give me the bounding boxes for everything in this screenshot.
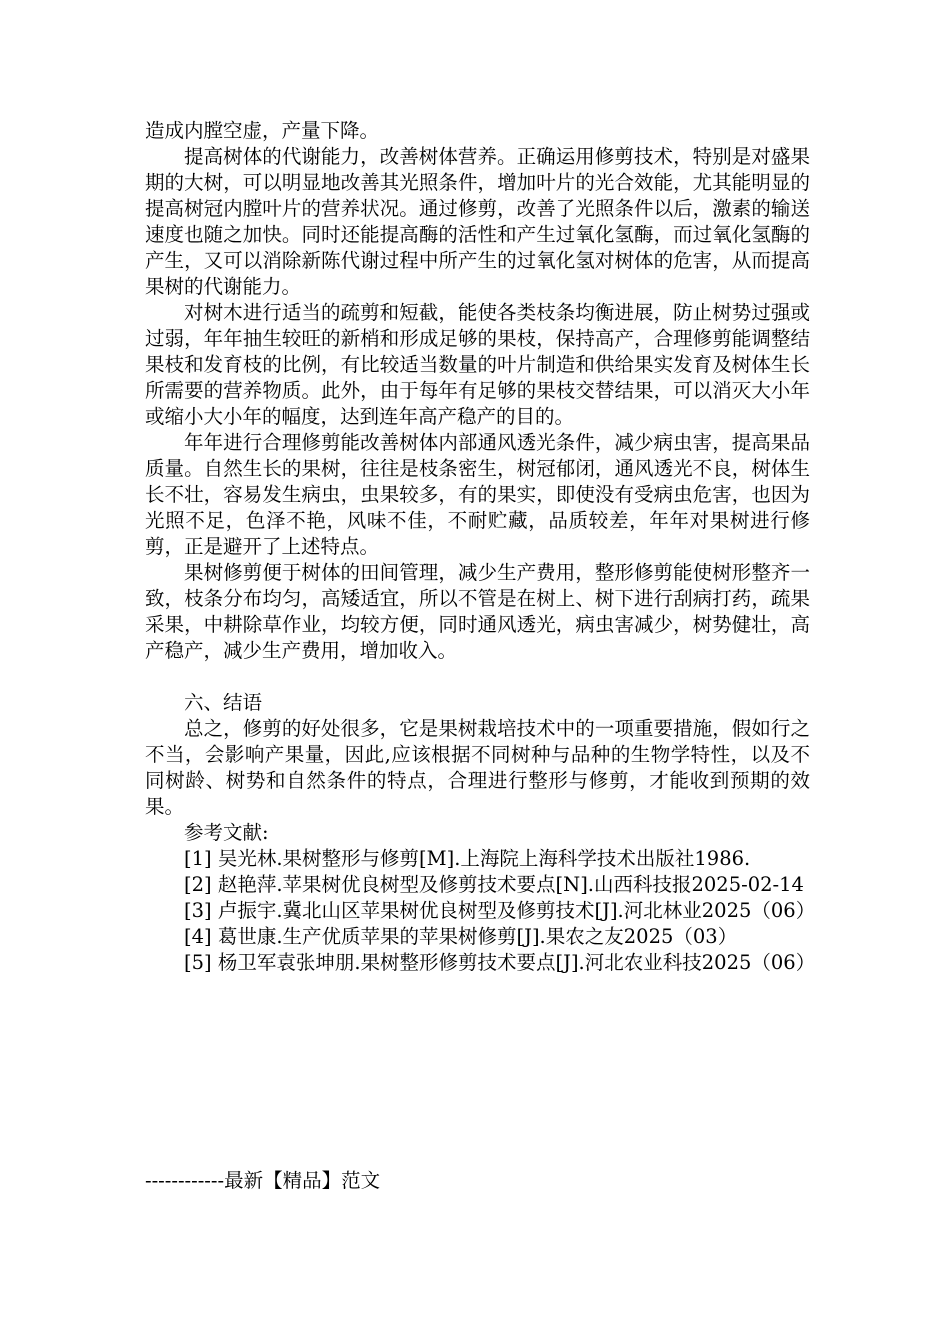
reference-item-4: [4] 葛世康.生产优质苹果的苹果树修剪[J].果农之友2025（03） bbox=[184, 925, 738, 948]
reference-item-2: [2] 赵艳萍.苹果树优良树型及修剪技术要点[N].山西科技报2025-02-14 bbox=[184, 873, 804, 896]
document-body bbox=[145, 118, 816, 976]
paragraph-management: 果树修剪便于树体的田间管理，减少生产费用，整形修剪能使树形整齐一致，枝条分布均匀，高矮适宜，所以不管是在树上、树下进行刮病打药，疏果采果，中耕除草作业，均较方便，同时通风透光，病虫害减少，树势健壮，高产稳产，减少生产费用，增加收入。 bbox=[145, 561, 810, 662]
paragraph-thinning: 对树木进行适当的疏剪和短截，能使各类枝条均衡进展，防止树势过强或过弱，年年抽生较旺的新梢和形成足够的果枝，保持高产，合理修剪能调整结果枝和发育枝的比例，有比较适当数量的叶片制造和供给果实发育及树体生长所需要的营养物质。此外，由于每年有足够的果枝交替结果，可以消灭大小年或缩小大小年的幅度，达到连年高产稳产的目的。 bbox=[145, 301, 810, 428]
references-title: 参考文献: bbox=[184, 821, 269, 844]
paragraph-metabolism: 提高树体的代谢能力，改善树体营养。正确运用修剪技术，特别是对盛果期的大树，可以明显地改善其光照条件，增加叶片的光合效能，尤其能明显的提高树冠内膛叶片的营养状况。通过修剪，改善了光照条件以后，激素的输送速度也随之加快。同时还能提高酶的活性和产生过氧化氢酶，而过氧化氢酶的产生，又可以消除新陈代谢过程中所产生的过氧化氢对树体的危害，从而提高果树的代谢能力。 bbox=[145, 145, 810, 298]
reference-item-5: [5] 杨卫军袁张坤朋.果树整形修剪技术要点[J].河北农业科技2025（06） bbox=[184, 951, 816, 974]
reference-item-1: [1] 吴光林.果树整形与修剪[M].上海院上海科学技术出版社1986. bbox=[184, 847, 751, 870]
reference-item-3: [3] 卢振宇.冀北山区苹果树优良树型及修剪技术[J].河北林业2025（06） bbox=[184, 899, 816, 922]
page-footer: ------------最新【精品】范文 bbox=[145, 1169, 381, 1192]
section-spacer bbox=[145, 664, 810, 690]
paragraph-conclusion: 总之，修剪的好处很多，它是果树栽培技术中的一项重要措施，假如行之不当，会影响产果量，因此,应该根据不同树种与品种的生物学特性，以及不同树龄、树势和自然条件的特点，合理进行整形与修剪，才能收到预期的效果。 bbox=[145, 717, 810, 818]
paragraph-ventilation: 年年进行合理修剪能改善树体内部通风透光条件，减少病虫害，提高果品质量。自然生长的果树，往往是枝条密生，树冠郁闭，通风透光不良，树体生长不壮，容易发生病虫，虫果较多，有的果实，即使没有受病虫危害，也因为光照不足，色泽不艳，风味不佳，不耐贮藏，品质较差，年年对果树进行修剪，正是避开了上述特点。 bbox=[145, 431, 810, 558]
section-heading-conclusion: 六、结语 bbox=[184, 691, 263, 714]
paragraph-continuation: 造成内膛空虚，产量下降。 bbox=[145, 119, 380, 142]
